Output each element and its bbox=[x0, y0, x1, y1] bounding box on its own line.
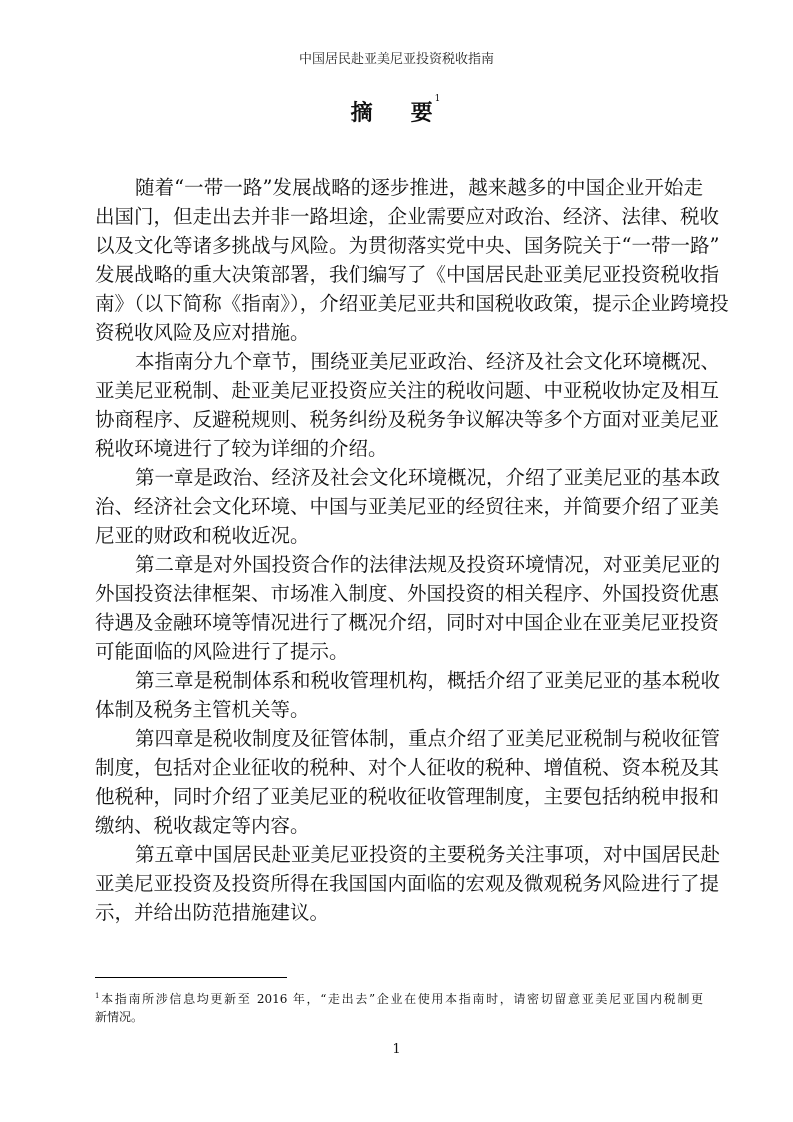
paragraph bbox=[95, 550, 721, 666]
footnote-line bbox=[95, 986, 703, 1007]
paragraph-line: 亚美尼亚税制、赴亚美尼亚投资应关注的税收问题、中亚税收协定及相互 bbox=[95, 379, 720, 402]
paragraph-line: 随着“一带一路”发展战略的逐步推进，越来越多的中国企业开始走 bbox=[135, 176, 703, 199]
footnote bbox=[95, 986, 703, 1028]
footnote-text: 新情况。 bbox=[95, 1010, 144, 1024]
paragraph-line: 第五章中国居民赴亚美尼亚投资的主要税务关注事项，对中国居民赴 bbox=[135, 843, 721, 866]
paragraph-line: 第四章是税收制度及征管体制，重点介绍了亚美尼亚税制与税收征管 bbox=[135, 727, 721, 750]
paragraph-line: 亚美尼亚投资及投资所得在我国国内面临的宏观及微观税务风险进行了提 bbox=[95, 872, 720, 895]
running-header: 中国居民赴亚美尼亚投资税收指南 bbox=[298, 52, 494, 67]
footnote-line bbox=[95, 1007, 703, 1028]
paragraph-line: 待遇及金融环境等情况进行了概况介绍，同时对中国企业在亚美尼亚投资 bbox=[95, 611, 720, 634]
footnote-mark: 1 bbox=[95, 992, 100, 1000]
paragraph-line: 税收环境进行了较为详细的介绍。 bbox=[95, 437, 388, 460]
paragraph bbox=[95, 463, 721, 550]
paragraph-line: 制度，包括对企业征收的税种、对个人征收的税种、增值税、资本税及其 bbox=[95, 756, 720, 779]
paragraph-line: 第三章是税制体系和税收管理机构，概括介绍了亚美尼亚的基本税收 bbox=[135, 669, 721, 692]
paragraph bbox=[95, 724, 721, 840]
paragraph-line: 协商程序、反避税规则、税务纠纷及税务争议解决等多个方面对亚美尼亚 bbox=[95, 408, 720, 431]
paragraph bbox=[95, 347, 721, 463]
paragraph-line: 出国门，但走出去并非一路坦途，企业需要应对政治、经济、法律、税收 bbox=[95, 205, 720, 228]
paragraph-line: 发展战略的重大决策部署，我们编写了《中国居民赴亚美尼亚投资税收指 bbox=[95, 263, 720, 286]
title-char-1: 摘 bbox=[350, 100, 375, 126]
paragraph-line: 他税种，同时介绍了亚美尼亚的税收征收管理制度，主要包括纳税申报和 bbox=[95, 785, 720, 808]
paragraph-line: 南》（以下简称《指南》），介绍亚美尼亚共和国税收政策，提示企业跨境投 bbox=[95, 292, 729, 315]
paragraph bbox=[95, 666, 721, 724]
paragraph-line: 缴纳、税收裁定等内容。 bbox=[95, 814, 310, 837]
paragraph-line: 可能面临的风险进行了提示。 bbox=[95, 640, 349, 663]
paragraph-line: 治、经济社会文化环境、中国与亚美尼亚的经贸往来，并简要介绍了亚美 bbox=[95, 495, 720, 518]
page-title bbox=[0, 96, 793, 127]
footnote-text: 本指南所涉信息均更新至 2016 年，“走出去”企业在使用本指南时，请密切留意亚美尼亚国内税制更 bbox=[99, 992, 703, 1006]
paragraph-line: 第二章是对外国投资合作的法律法规及投资环境情况，对亚美尼亚的 bbox=[135, 553, 721, 576]
paragraph-line: 外国投资法律框架、市场准入制度、外国投资的相关程序、外国投资优惠 bbox=[95, 582, 720, 605]
page-number: 1 bbox=[392, 1042, 401, 1057]
paragraph-line: 尼亚的财政和税收近况。 bbox=[95, 524, 310, 547]
paragraph bbox=[95, 840, 721, 927]
paragraph-line: 第一章是政治、经济及社会文化环境概况，介绍了亚美尼亚的基本政 bbox=[135, 466, 721, 489]
paragraph-line: 体制及税务主管机关等。 bbox=[95, 698, 310, 721]
footnote-reference[interactable]: 1 bbox=[434, 94, 443, 104]
paragraph bbox=[95, 173, 729, 347]
title-char-2: 要 bbox=[410, 100, 435, 126]
paragraph-line: 本指南分九个章节，围绕亚美尼亚政治、经济及社会文化环境概况、 bbox=[135, 350, 721, 373]
paragraph-line: 示，并给出防范措施建议。 bbox=[95, 901, 330, 924]
footnote-divider bbox=[95, 977, 287, 978]
paragraph-line: 以及文化等诸多挑战与风险。为贯彻落实党中央、国务院关于“一带一路” bbox=[95, 234, 720, 257]
abstract-body bbox=[95, 173, 729, 927]
paragraph-line: 资税收风险及应对措施。 bbox=[95, 321, 310, 344]
